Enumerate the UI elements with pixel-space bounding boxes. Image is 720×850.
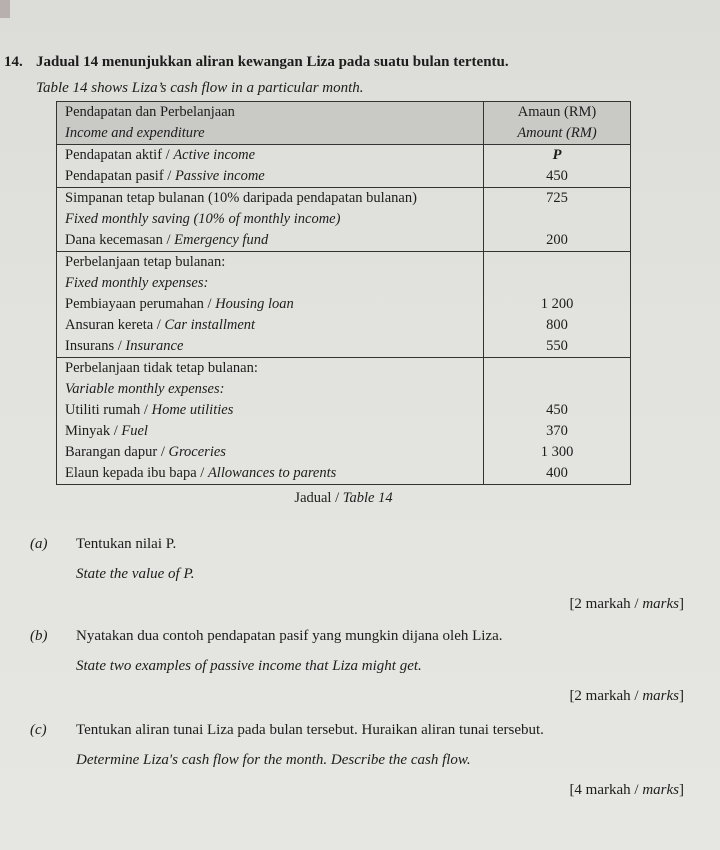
variable-amount-fuel: 370 xyxy=(546,423,568,439)
variable-item-fuel: Minyak / Fuel xyxy=(65,423,148,439)
part-b-text-ms: Nyatakan dua contoh pendapatan pasif yang mungkin dijana oleh Liza. xyxy=(76,628,503,644)
variable-item-utilities: Utiliti rumah / Home utilities xyxy=(65,402,234,418)
variable-heading-en: Variable monthly expenses: xyxy=(65,381,225,397)
fixed-amount-housing: 1 200 xyxy=(540,296,574,312)
saving-amount: 725 xyxy=(546,190,568,206)
cash-flow-table xyxy=(56,101,631,485)
table-row-income xyxy=(57,145,631,188)
part-c-marks: [4 markah / marks] xyxy=(569,782,684,798)
part-c-text-en: Determine Liza's cash flow for the month. Describe the cash flow. xyxy=(76,752,471,768)
question-number: 14. xyxy=(4,54,23,70)
part-a-label: (a) xyxy=(30,536,48,552)
variable-amount-allowances: 400 xyxy=(546,465,568,481)
fixed-item-housing: Pembiayaan perumahan / Housing loan xyxy=(65,296,294,312)
page-corner-mark xyxy=(0,0,10,18)
question-title-ms: Jadual 14 menunjukkan aliran kewangan Liza pada suatu bulan tertentu. xyxy=(36,54,509,70)
part-b-label: (b) xyxy=(30,628,48,644)
variable-item-groceries: Barangan dapur / Groceries xyxy=(65,444,226,460)
part-a-marks: [2 markah / marks] xyxy=(569,596,684,612)
table-row-variable-expenses xyxy=(57,358,631,485)
variable-amount-utilities: 450 xyxy=(546,402,568,418)
fixed-item-insurance: Insurans / Insurance xyxy=(65,338,184,354)
income-passive-label: Pendapatan pasif / Passive income xyxy=(65,168,265,184)
variable-amount-groceries: 1 300 xyxy=(540,444,574,460)
header-amount xyxy=(484,102,631,145)
part-c-text-ms: Tentukan aliran tunai Liza pada bulan tersebut. Huraikan aliran tunai tersebut. xyxy=(76,722,544,738)
part-c-label: (c) xyxy=(30,722,47,738)
fixed-item-car: Ansuran kereta / Car installment xyxy=(65,317,256,333)
table-row-fixed-expenses xyxy=(57,252,631,358)
income-active-amount: P xyxy=(552,147,562,163)
fixed-heading-ms: Perbelanjaan tetap bulanan: xyxy=(65,254,226,270)
header-income-expenditure xyxy=(57,102,484,145)
saving-label-en: Fixed monthly saving (10% of monthly income) xyxy=(65,211,341,227)
fixed-heading-en: Fixed monthly expenses: xyxy=(65,275,209,291)
variable-item-allowances: Elaun kepada ibu bapa / Allowances to parents xyxy=(65,465,337,481)
table-row-savings xyxy=(57,188,631,252)
variable-heading-ms: Perbelanjaan tidak tetap bulanan: xyxy=(65,360,258,376)
header-col2-ms: Amaun (RM) xyxy=(517,104,597,120)
part-a-text-en: State the value of P. xyxy=(76,566,195,582)
emergency-label: Dana kecemasan / Emergency fund xyxy=(65,232,269,248)
saving-label-ms: Simpanan tetap bulanan (10% daripada pendapatan bulanan) xyxy=(65,190,417,206)
part-a-text-ms: Tentukan nilai P. xyxy=(76,536,177,552)
table-header-row xyxy=(57,102,631,145)
income-active-label: Pendapatan aktif / Active income xyxy=(65,147,256,163)
fixed-amount-car: 800 xyxy=(546,317,568,333)
header-col2-en: Amount (RM) xyxy=(517,125,597,141)
part-b-text-en: State two examples of passive income that Liza might get. xyxy=(76,658,422,674)
part-b-marks: [2 markah / marks] xyxy=(569,688,684,704)
question-title-en: Table 14 shows Liza’s cash flow in a particular month. xyxy=(36,80,364,96)
income-passive-amount: 450 xyxy=(546,168,568,184)
emergency-amount: 200 xyxy=(546,232,568,248)
header-col1-en: Income and expenditure xyxy=(65,125,205,141)
fixed-amount-insurance: 550 xyxy=(546,338,568,354)
header-col1-ms: Pendapatan dan Perbelanjaan xyxy=(65,104,235,120)
table-caption: Jadual / Table 14 xyxy=(294,490,393,506)
